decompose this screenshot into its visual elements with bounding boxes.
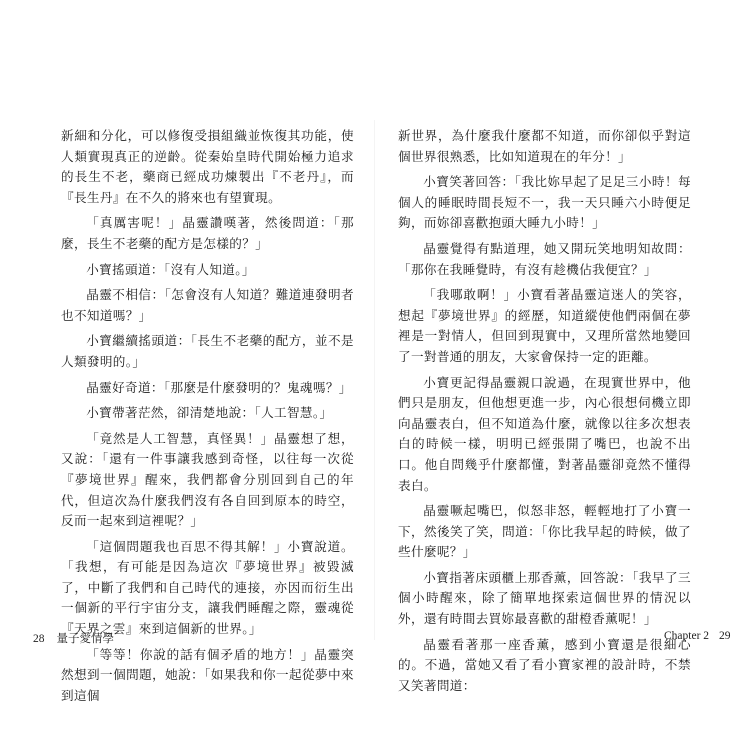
book-title: 量子愛情學 bbox=[56, 633, 114, 645]
paragraph: 晶靈看著那一座香薰，感到小寶還是很細心的。不過，當她又看了看小寶家裡的設計時，不禁又笑著問道： bbox=[398, 636, 691, 693]
paragraph: 「真厲害呢！」晶靈讚嘆著，然後問道：「那麼，長生不老藥的配方是怎樣的？」 bbox=[61, 215, 354, 251]
paragraph: 新世界，為什麼我什麼都不知道，而你卻似乎對這個世界很熟悉，比如知道現在的年分！」 bbox=[398, 128, 691, 164]
paragraph: 小寶更記得晶靈親口說過，在現實世界中，他們只是朋友，但他想更進一步，內心很想伺機立即向晶靈表白，但不知道為什麼，就像以往多次想表白的時候一樣，明明已經張開了嘴巴，也說不出口。他自問幾乎什麼都懂，對著晶靈卻竟然不懂得表白。 bbox=[398, 374, 691, 493]
right-page-number: 29 bbox=[719, 630, 731, 642]
left-page-footer bbox=[33, 630, 114, 646]
paragraph: 小寶帶著茫然，卻清楚地說：「人工智慧。」 bbox=[86, 405, 333, 421]
paragraph: 小寶笑著回答：「我比妳早起了足足三小時！每個人的睡眠時間長短不一，我一天只睡六小時便足夠，而妳卻喜歡抱頭大睡九小時！」 bbox=[398, 174, 691, 231]
paragraph: 新細和分化，可以修復受損組織並恢復其功能，使人類實現真正的逆齡。從秦始皇時代開始極力追求的長生不老，藥商已經成功煉製出『不老丹』，而『長生丹』在不久的將來也有望實現。 bbox=[61, 128, 354, 205]
paragraph: 「等等！你說的話有個矛盾的地方！」晶靈突然想到一個問題，她說：「如果我和你一起從夢中來到這個 bbox=[61, 646, 354, 703]
paragraph: 「這個問題我也百思不得其解！」小寶說道。「我想，有可能是因為這次『夢境世界』被毀滅了，中斷了我們和自己時代的連接，亦因而衍生出一個新的平行宇宙分支，讓我們睡醒之際，靈魂從『天界之雲』來到這個新的世界。」 bbox=[61, 538, 354, 637]
paragraph: 「竟然是人工智慧，真怪異！」晶靈想了想，又說：「還有一件事讓我感到奇怪，以往每一次從『夢境世界』醒來，我們都會分別回到自己的年代，但這次為什麼我們沒有各自回到原本的時空，反而一起來到這裡呢？」 bbox=[61, 430, 354, 529]
right-page-footer bbox=[664, 630, 731, 642]
paragraph: 晶靈好奇道：「那麼是什麼發明的？鬼魂嗎？」 bbox=[86, 379, 352, 395]
left-page-number: 28 bbox=[33, 633, 45, 645]
paragraph: 晶靈噘起嘴巴，似怒非怒，輕輕地打了小寶一下，然後笑了笑，問道：「你比我早起的時候，做了些什麼呢？」 bbox=[398, 503, 691, 560]
paragraph: 晶靈覺得有點道理，她又開玩笑地明知故問：「那你在我睡覺時，有沒有趁機佔我便宜？」 bbox=[398, 240, 691, 277]
paragraph: 晶靈不相信：「怎會沒有人知道？難道連發明者也不知道嗎？」 bbox=[61, 287, 354, 323]
left-page bbox=[61, 126, 354, 711]
right-page bbox=[398, 126, 691, 701]
paragraph: 小寶搖頭道：「沒有人知道。」 bbox=[86, 261, 255, 277]
chapter-label: Chapter 2 bbox=[664, 630, 710, 642]
paragraph: 小寶指著床頭櫃上那香薰，回答說：「我早了三個小時醒來，除了簡單地探索這個世界的情況以外，還有時間去買妳最喜歡的甜橙香薰呢！」 bbox=[398, 569, 691, 627]
paragraph: 小寶繼續搖頭道：「長生不老藥的配方，並不是人類發明的。」 bbox=[61, 333, 354, 369]
paragraph: 「我哪敢啊！」小寶看著晶靈這迷人的笑容，想起『夢境世界』的經歷，知道縱使他們兩個在夢裡是一對情人，但回到現實中，又理所當然地變回了一對普通的朋友，大家會保持一定的距離。 bbox=[398, 287, 691, 364]
page-gutter bbox=[374, 120, 375, 640]
